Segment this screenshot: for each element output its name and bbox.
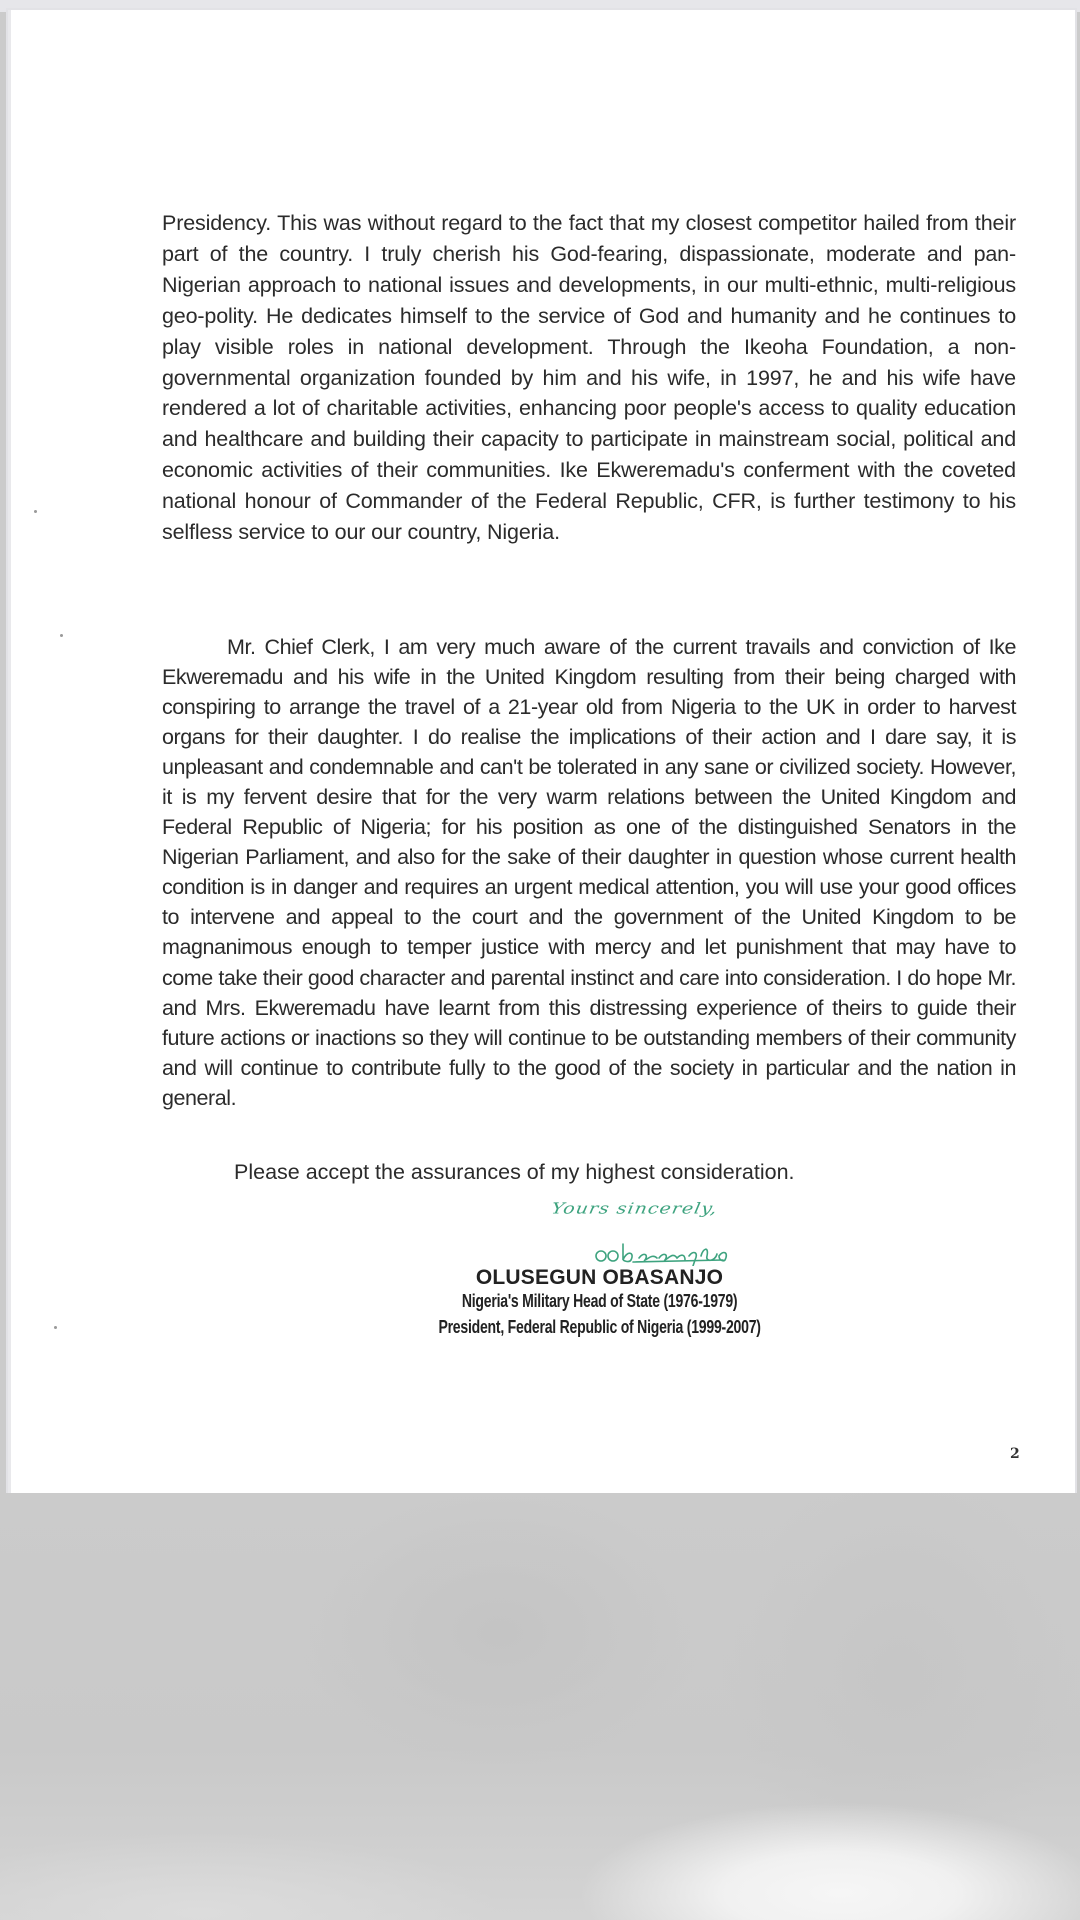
handwritten-signature	[593, 1236, 733, 1266]
letter-page	[8, 10, 1075, 1493]
scan-speck	[54, 1326, 57, 1329]
scan-speck	[60, 634, 63, 637]
signatory-title-1	[8, 1291, 1075, 1312]
blurred-background-region	[0, 1493, 1080, 1920]
letter-paragraph-2: Mr. Chief Clerk, I am very much aware of the current travails and conviction of Ike Ekweremadu and his wife in the United Kingdom resulting from their being charged with conspiring to arrange the travel of a 21-year old from Nigeria to the UK in order to harvest organs for their daughter. I do realise the implications of their action and I dare say, it is unpleasant and condemnable and can't be tolerated in any sane or civilized society. However, it is my fervent desire that for the very warm relations between the United Kingdom and Federal Republic of Nigeria; for his position as one of the distinguished Senators in the Nigerian Parliament, and also for the sake of their daughter in question whose current health condition is in danger and requires an urgent medical attention, you will use your good offices to intervene and appeal to the court and the government of the United Kingdom to be magnanimous enough to temper justice with mercy and let punishment that may have to come take their good character and parental instinct and care into consideration. I do hope Mr. and Mrs. Ekweremadu have learnt from this distressing experience of theirs to guide their future actions or inactions so they will continue to be outstanding members of their community and will continue to contribute fully to the good of the society in particular and the nation in general.	[162, 635, 1016, 1110]
scan-speck	[34, 510, 37, 513]
signatory-title-2	[8, 1317, 1075, 1338]
closing-line: Please accept the assurances of my highest consideration.	[234, 1160, 795, 1184]
signatory-name: OLUSEGUN OBASANJO	[475, 1266, 724, 1289]
signatory-title-2-text: President, Federal Republic of Nigeria (1999-2007)	[438, 1317, 761, 1337]
signatory-title-1-text: Nigeria's Military Head of State (1976-1979)	[461, 1291, 738, 1311]
handwritten-closing: Yours sincerely,	[549, 1200, 720, 1218]
page-number: 2	[1010, 1446, 1020, 1462]
letter-paragraph-1: Presidency. This was without regard to the fact that my closest competitor hailed from their part of the country. I truly cherish his God-fearing, dispassionate, moderate and pan-Nigerian approach to national issues and developments, in our multi-ethnic, multi-religious geo-polity. He dedicates himself to the service of God and humanity and he continues to play visible roles in national development. Through the Ikeoha Foundation, a non-governmental organization founded by him and his wife, in 1997, he and his wife have rendered a lot of charitable activities, enhancing poor people's access to quality education and healthcare and building their capacity to participate in mainstream social, political and economic activities of their communities. Ike Ekweremadu's conferment with the coveted national honour of Commander of the Federal Republic, CFR, is further testimony to his selfless service to our our country, Nigeria.	[162, 211, 1016, 545]
